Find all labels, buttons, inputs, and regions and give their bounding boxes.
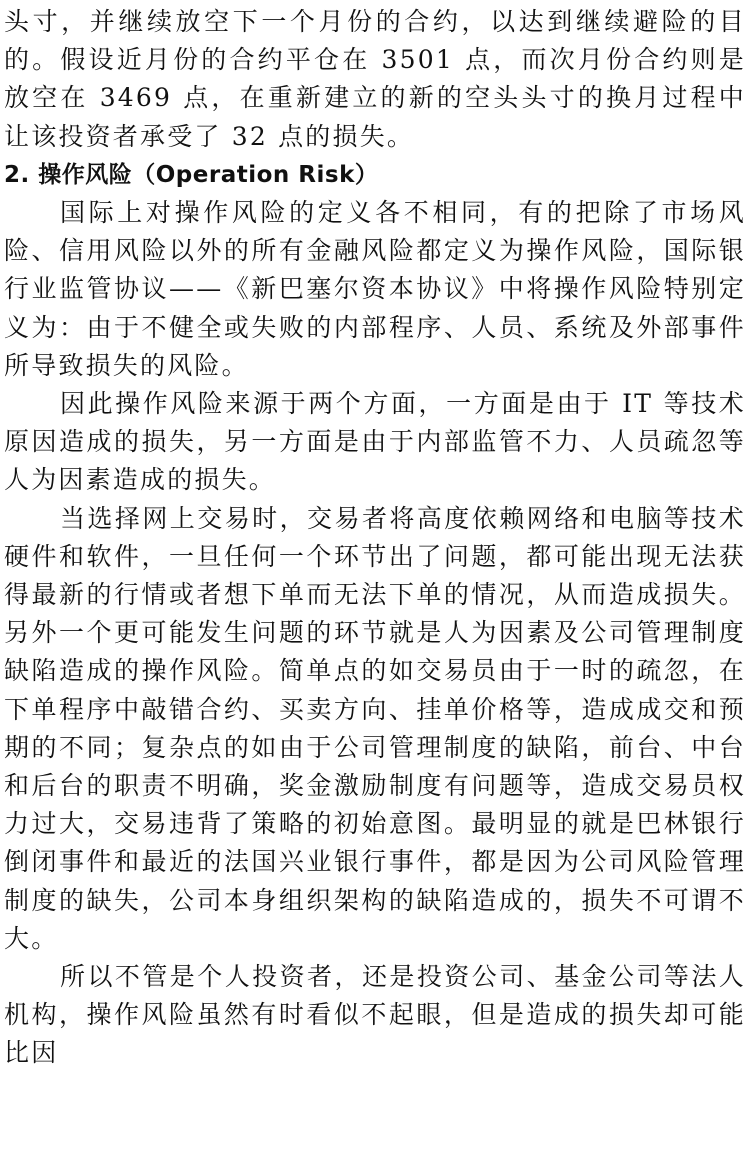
paragraph-conclusion: 所以不管是个人投资者，还是投资公司、基金公司等法人机构，操作风险虽然有时看似不起眼，但是造成的损失却可能比因 [4, 962, 746, 1068]
paragraph-continuation: 头寸，并继续放空下一个月份的合约，以达到继续避险的目的。假设近月份的合约平仓在 3501 点，而次月份合约则是放空在 3469 点，在重新建立的新的空头头寸的换月过程中让该投资者承受了 32 点的损失。 [4, 7, 746, 151]
paragraph-sources: 因此操作风险来源于两个方面，一方面是由于 IT 等技术原因造成的损失，另一方面是由于内部监管不力、人员疏忽等人为因素造成的损失。 [4, 389, 746, 495]
paragraph-definition: 国际上对操作风险的定义各不相同，有的把除了市场风险、信用风险以外的所有金融风险都定义为操作风险，国际银行业监管协议——《新巴塞尔资本协议》中将操作风险特别定义为：由于不健全或失败的内部程序、人员、系统及外部事件所导致损失的风险。 [4, 198, 746, 380]
document-page [4, 0, 746, 1073]
paragraph-online-trading: 当选择网上交易时，交易者将高度依赖网络和电脑等技术硬件和软件，一旦任何一个环节出了问题，都可能出现无法获得最新的行情或者想下单而无法下单的情况，从而造成损失。另外一个更可能发生问题的环节就是人为因素及公司管理制度缺陷造成的操作风险。简单点的如交易员由于一时的疏忽，在下单程序中敲错合约、买卖方向、挂单价格等，造成成交和预期的不同；复杂点的如由于公司管理制度的缺陷，前台、中台和后台的职责不明确，奖金激励制度有问题等，造成交易员权力过大，交易违背了策略的初始意图。最明显的就是巴林银行倒闭事件和最近的法国兴业银行事件，都是因为公司风险管理制度的缺失，公司本身组织架构的缺陷造成的，损失不可谓不大。 [4, 503, 746, 953]
section-heading: 2. 操作风险（Operation Risk） [4, 161, 379, 188]
